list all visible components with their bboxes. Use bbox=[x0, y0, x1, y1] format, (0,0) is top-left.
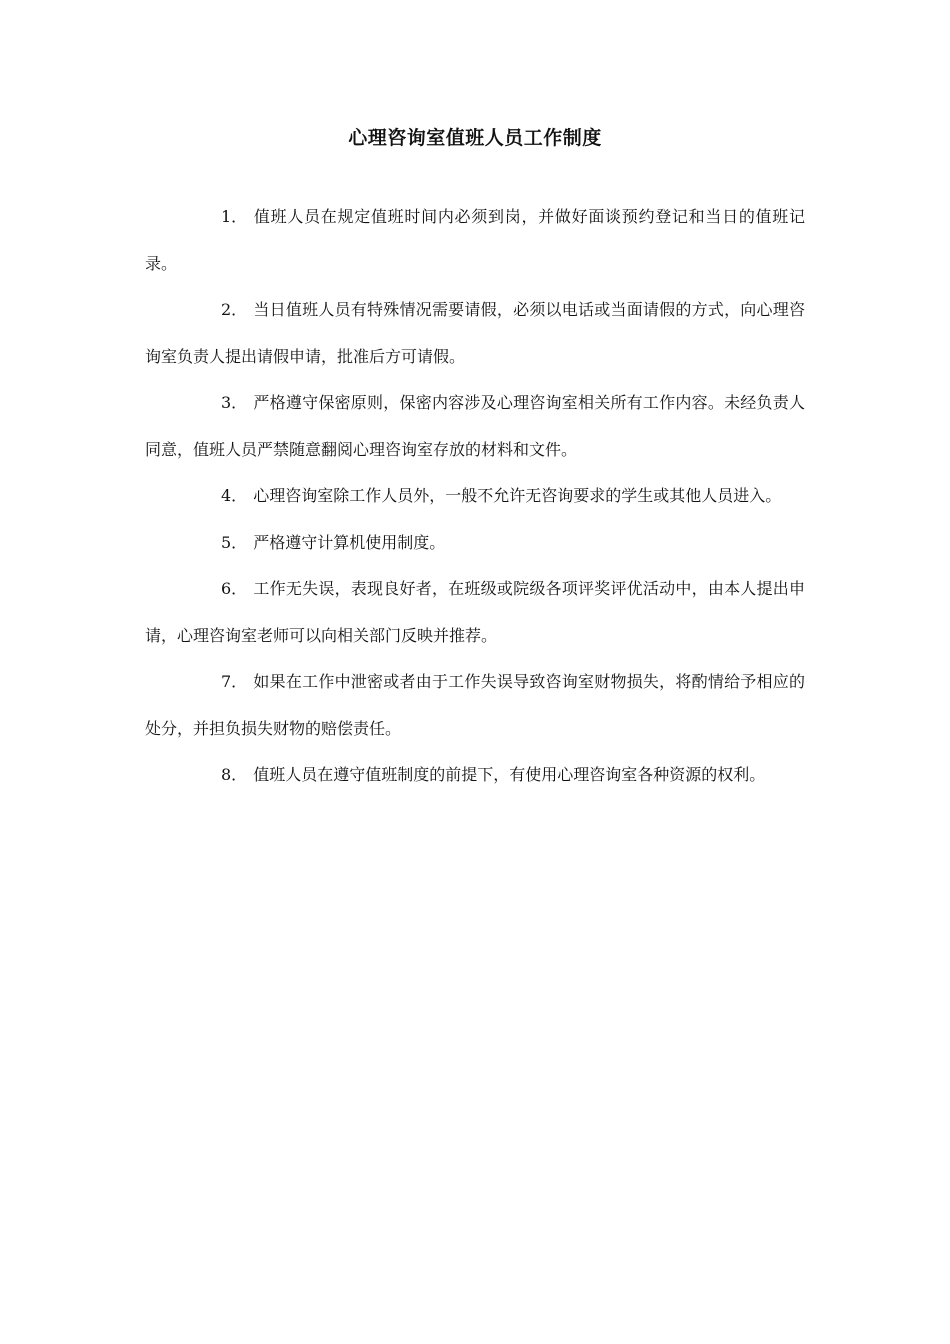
rule-text: 值班人员在规定值班时间内必须到岗，并做好面谈预约登记和当日的值班记录。 bbox=[145, 207, 805, 273]
rule-text: 当日值班人员有特殊情况需要请假，必须以电话或当面请假的方式，向心理咨询室负责人提出请假申请，批准后方可请假。 bbox=[145, 300, 805, 366]
rule-number: 5． bbox=[221, 532, 248, 552]
rule-number: 7． bbox=[221, 672, 248, 691]
rule-number: 2． bbox=[221, 300, 248, 319]
rule-item-5 bbox=[145, 520, 805, 567]
rule-item-2 bbox=[145, 287, 805, 380]
rule-text: 心理咨询室除工作人员外，一般不允许无咨询要求的学生或其他人员进入。 bbox=[253, 486, 782, 505]
rule-text: 严格遵守计算机使用制度。 bbox=[253, 532, 446, 552]
rule-item-3 bbox=[145, 380, 805, 473]
rule-text: 如果在工作中泄密或者由于工作失误导致咨询室财物损失，将酌情给予相应的处分，并担负损失财物的赔偿责任。 bbox=[145, 672, 805, 738]
rule-text: 工作无失误，表现良好者，在班级或院级各项评奖评优活动中，由本人提出申请，心理咨询室老师可以向相关部门反映并推荐。 bbox=[145, 579, 805, 645]
rule-item-4 bbox=[145, 473, 805, 520]
rule-number: 3． bbox=[221, 393, 248, 412]
rules-list bbox=[145, 194, 805, 799]
rule-number: 6． bbox=[221, 579, 248, 598]
document-title: 心理咨询室值班人员工作制度 bbox=[348, 127, 602, 149]
rule-text: 严格遵守保密原则，保密内容涉及心理咨询室相关所有工作内容。未经负责人同意，值班人员严禁随意翻阅心理咨询室存放的材料和文件。 bbox=[145, 393, 805, 459]
rule-item-7 bbox=[145, 659, 805, 752]
rule-item-1 bbox=[145, 194, 805, 287]
rule-text: 值班人员在遵守值班制度的前提下，有使用心理咨询室各种资源的权利。 bbox=[253, 765, 766, 784]
rule-item-8 bbox=[145, 752, 805, 799]
rule-number: 4． bbox=[221, 486, 248, 505]
rule-number: 8． bbox=[221, 765, 248, 784]
rule-number: 1． bbox=[221, 207, 248, 226]
rule-item-6 bbox=[145, 566, 805, 659]
